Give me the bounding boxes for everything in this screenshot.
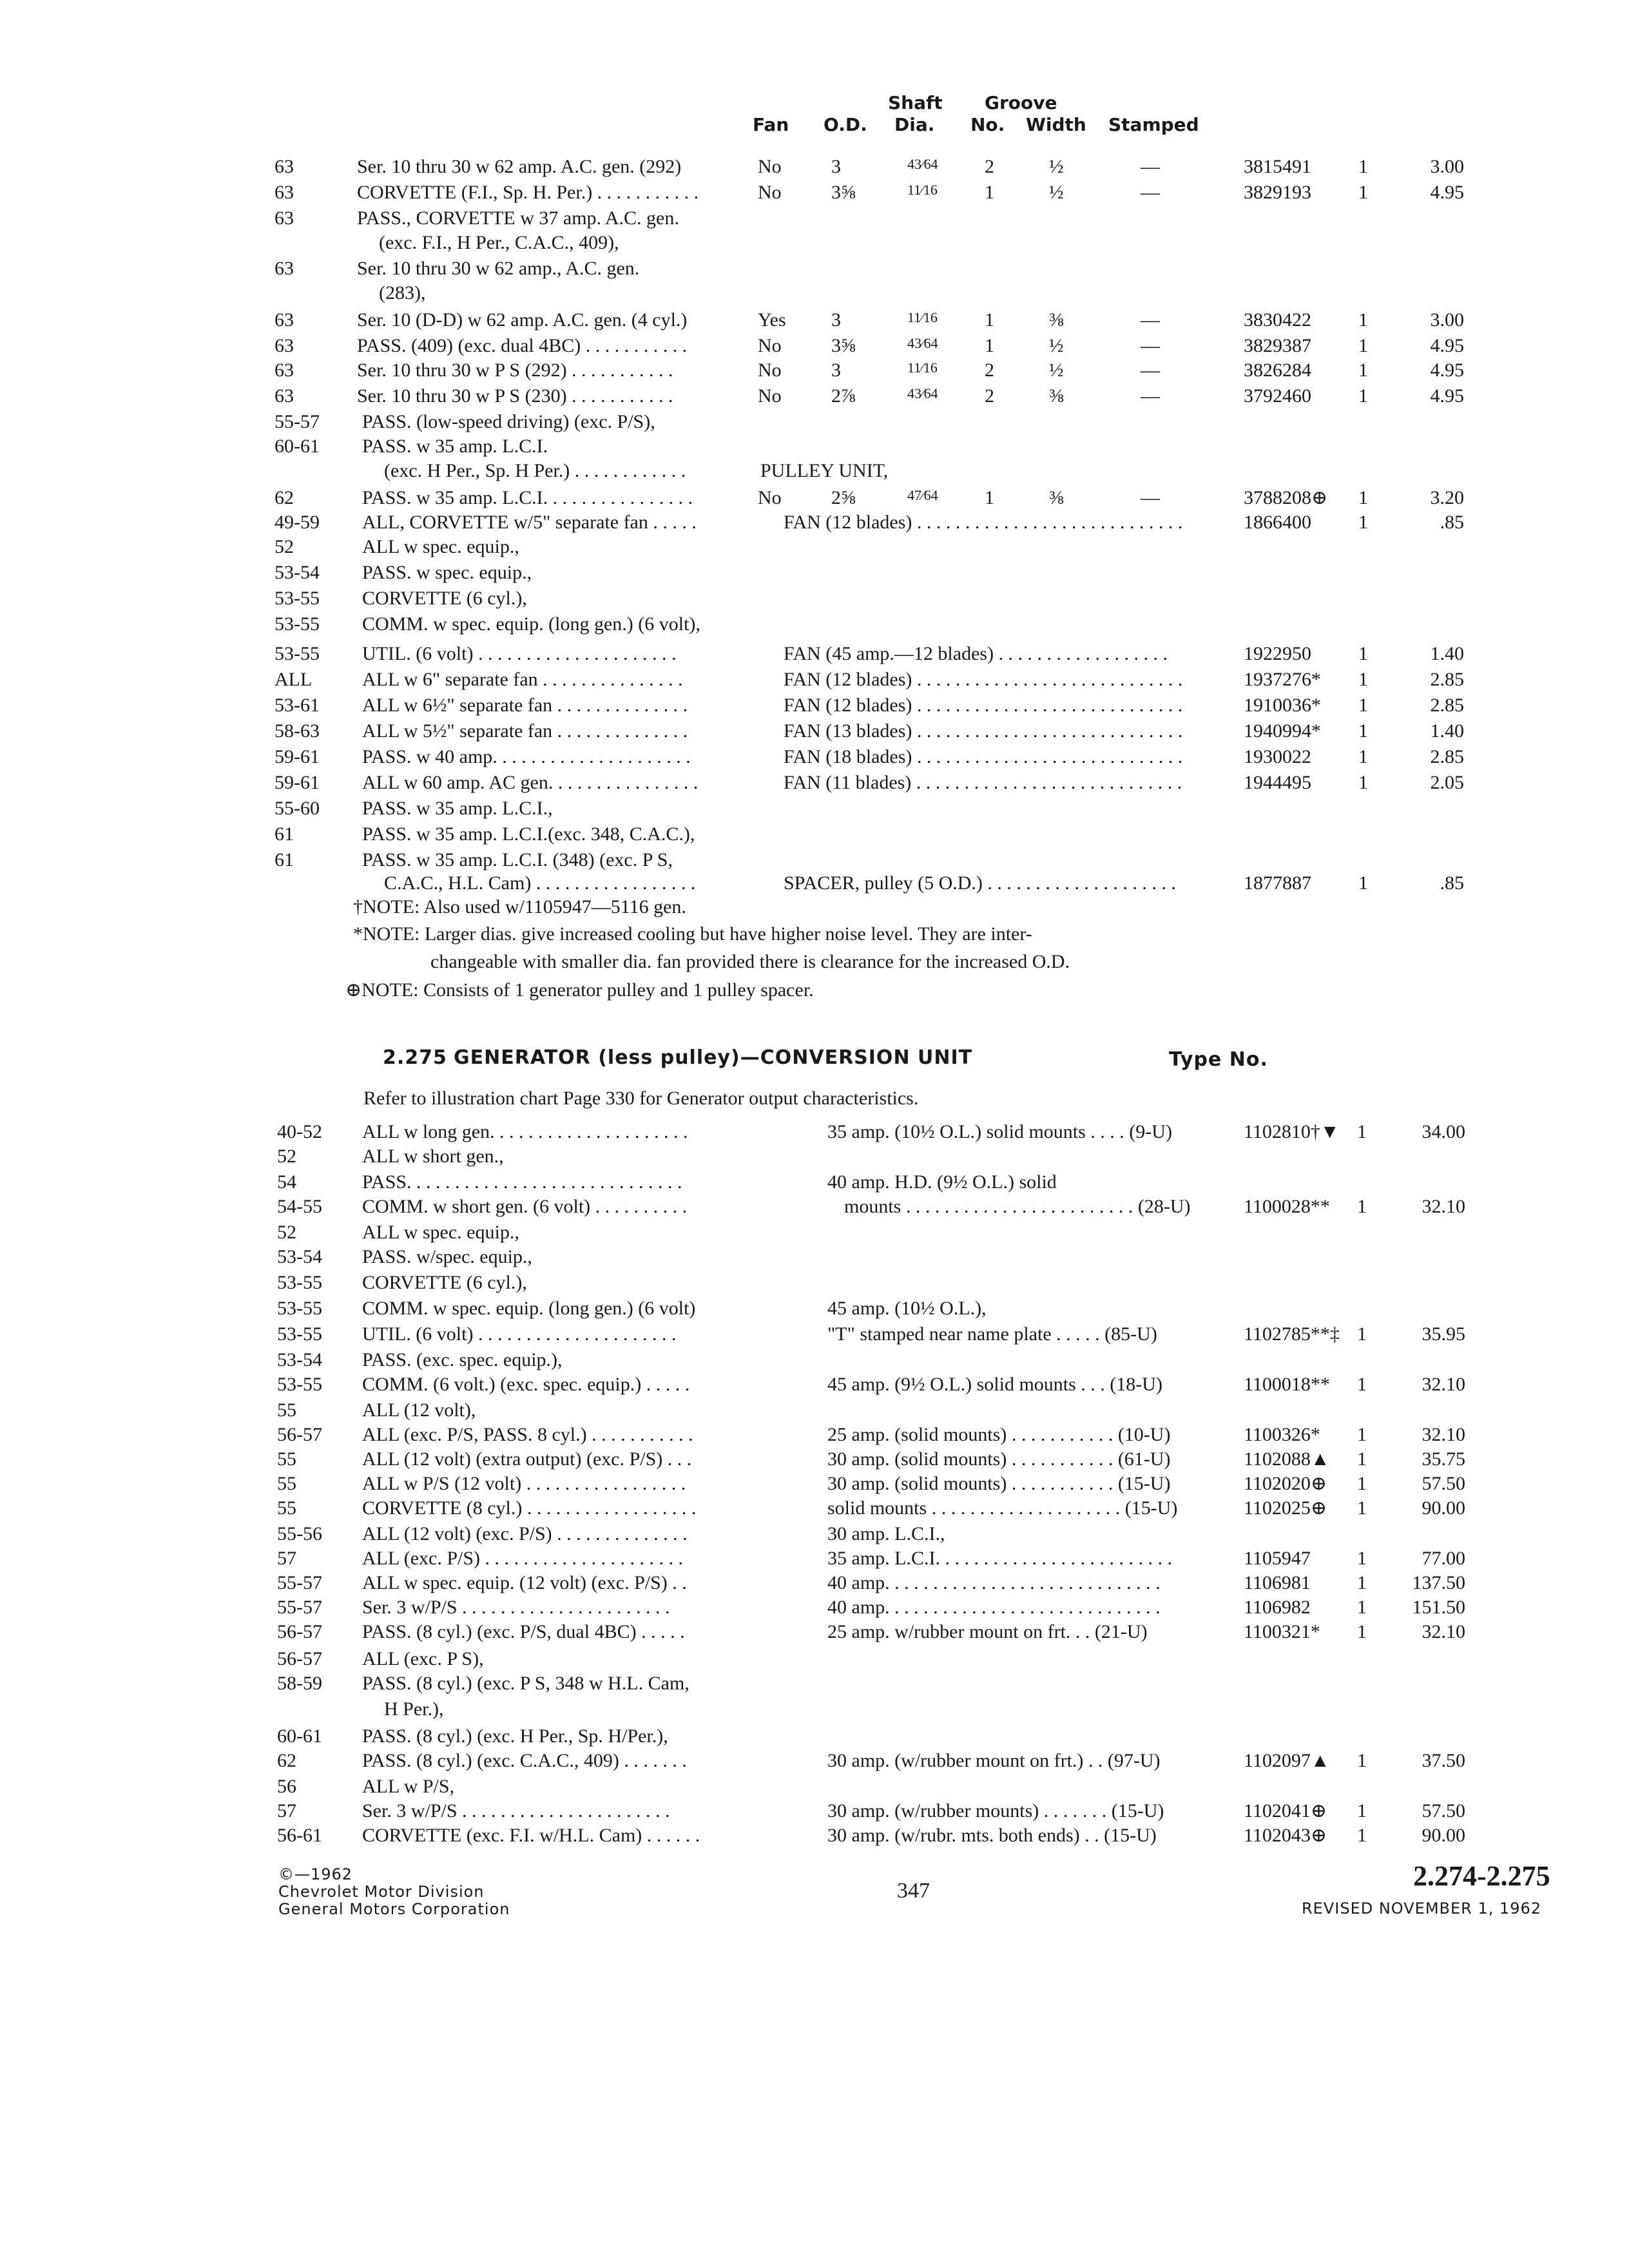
price: 90.00 [1422,1825,1465,1846]
model-year: 55 [277,1473,296,1494]
section-range: 2.274-2.275 [1413,1860,1550,1892]
model-year: ALL [275,669,313,690]
model-year: 57 [277,1548,296,1569]
specification: 25 amp. w/rubber mount on frt. . . (21-U) [827,1621,1148,1642]
part-description: SPACER, pulley (5 O.D.) . . . . . . . . . . . . . . . . . . . . [784,872,1176,894]
specification: 35 amp. (10½ O.L.) solid mounts . . . . (9-U) [827,1121,1172,1142]
part-description: FAN (45 amp.—12 blades) . . . . . . . . . . . . . . . . . . [784,643,1168,664]
application: H Per.), [384,1698,444,1720]
price: 3.00 [1430,156,1464,177]
application: CORVETTE (8 cyl.) . . . . . . . . . . . . . . . . . . [362,1497,697,1519]
part-description: FAN (12 blades) . . . . . . . . . . . . . . . . . . . . . . . . . . . . [784,669,1183,690]
stamped: — [1141,156,1160,177]
quantity: 1 [1358,695,1368,716]
application: ALL w 6" separate fan . . . . . . . . . . . . . . . [362,669,683,690]
shaft-dia: 11⁄16 [907,309,938,325]
model-year: 55-57 [277,1572,322,1593]
part-number: 1102020⊕ [1244,1473,1327,1494]
model-year: 53-55 [277,1272,322,1293]
quantity: 1 [1357,1374,1367,1395]
groove-no: 1 [985,309,994,331]
application: COMM. (6 volt.) (exc. spec. equip.) . . . . . [362,1374,690,1395]
price: 4.95 [1430,182,1464,203]
note-dagger: †NOTE: Also used w/1105947—5116 gen. [353,896,686,918]
part-number: 1877887 [1244,872,1311,894]
application: ALL (exc. P S), [362,1648,484,1669]
model-year: 52 [277,1146,296,1167]
price: 32.10 [1422,1621,1465,1642]
model-year: 55-56 [277,1523,322,1544]
model-year: 58-63 [275,720,320,742]
application: ALL (12 volt) (extra output) (exc. P/S) . . . [362,1448,692,1470]
part-description: FAN (13 blades) . . . . . . . . . . . . . . . . . . . . . . . . . . . . [784,720,1183,742]
refer-note: Refer to illustration chart Page 330 for Generator output characteristics. [363,1088,919,1109]
application: COMM. w spec. equip. (long gen.) (6 volt) [362,1298,696,1319]
groove-no: 1 [985,487,994,508]
stamped: — [1141,487,1160,508]
part-description: FAN (18 blades) . . . . . . . . . . . . . . . . . . . . . . . . . . . . [784,746,1183,767]
specification: 40 amp. H.D. (9½ O.L.) solid [827,1171,1057,1193]
quantity: 1 [1358,156,1368,177]
application: Ser. 10 (D-D) w 62 amp. A.C. gen. (4 cyl.) [357,309,688,331]
model-year: 63 [275,309,294,331]
division: Chevrolet Motor Division [278,1883,485,1901]
price: 2.85 [1430,669,1464,690]
model-year: 52 [277,1222,296,1243]
model-year: 62 [277,1750,296,1771]
fan: No [758,182,782,203]
quantity: 1 [1358,643,1368,664]
price: .85 [1440,512,1464,533]
stamped: — [1141,182,1160,203]
quantity: 1 [1358,669,1368,690]
application: PASS. . . . . . . . . . . . . . . . . . . . . . . . . . . . . [362,1171,682,1193]
application: ALL (exc. P/S) . . . . . . . . . . . . . . . . . . . . . [362,1548,684,1569]
model-year: 62 [275,487,294,508]
quantity: 1 [1358,360,1368,381]
outside-diameter: 3⅝ [831,182,856,203]
groove-width: ½ [1049,360,1064,381]
application: PASS. (409) (exc. dual 4BC) . . . . . . . . . . . [357,335,688,356]
model-year: 53-55 [275,643,320,664]
part-number: 3830422 [1244,309,1311,331]
price: 1.40 [1430,720,1464,742]
price: 2.05 [1430,772,1464,793]
part-number: 1866400 [1244,512,1311,533]
quantity: 1 [1357,1448,1367,1470]
header-dia: Dia. [894,114,935,135]
application: CORVETTE (exc. F.I. w/H.L. Cam) . . . . . . [362,1825,700,1846]
application: PASS. w 35 amp. L.C.I. (348) (exc. P S, [362,849,673,870]
price: 151.50 [1412,1597,1465,1618]
specification: 30 amp. (solid mounts) . . . . . . . . . . . (61-U) [827,1448,1171,1470]
specification: 25 amp. (solid mounts) . . . . . . . . . . . (10-U) [827,1424,1171,1445]
application: PASS. w 35 amp. L.C.I. [362,436,548,457]
part-number: 1944495 [1244,772,1311,793]
price: 32.10 [1422,1374,1465,1395]
specification: 30 amp. (solid mounts) . . . . . . . . . . . (15-U) [827,1473,1171,1494]
specification: 30 amp. L.C.I., [827,1523,945,1544]
application: ALL (exc. P/S, PASS. 8 cyl.) . . . . . . . . . . . [362,1424,693,1445]
model-year: 54-55 [277,1196,322,1217]
application: PASS. (8 cyl.) (exc. C.A.C., 409) . . . . . . . [362,1750,687,1771]
application: UTIL. (6 volt) . . . . . . . . . . . . . . . . . . . . . [362,643,677,664]
price: 57.50 [1422,1473,1465,1494]
quantity: 1 [1357,1621,1367,1642]
model-year: 54 [277,1171,296,1193]
part-number: 1100018** [1244,1374,1330,1395]
application: ALL w 6½" separate fan . . . . . . . . . . . . . . [362,695,688,716]
model-year: 53-55 [277,1374,322,1395]
shaft-dia: 11⁄16 [907,182,938,198]
stamped: — [1141,309,1160,331]
model-year: 55 [277,1497,296,1519]
part-description: FAN (12 blades) . . . . . . . . . . . . . . . . . . . . . . . . . . . . [784,512,1183,533]
model-year: 60-61 [275,436,320,457]
model-year: 59-61 [275,772,320,793]
header-stamped: Stamped [1108,114,1199,135]
fan: No [758,360,782,381]
model-year: 59-61 [275,746,320,767]
header-groove: Groove [985,92,1057,113]
quantity: 1 [1358,385,1368,407]
application: PASS. w 35 amp. L.C.I., [362,798,553,819]
application: (exc. H Per., Sp. H Per.) . . . . . . . . . . . . [384,460,686,481]
groove-no: 2 [985,360,994,381]
shaft-dia: 43⁄64 [907,156,938,172]
price: 137.50 [1412,1572,1465,1593]
application: CORVETTE (6 cyl.), [362,588,527,609]
model-year: 56 [277,1776,296,1797]
application: Ser. 10 thru 30 w P S (230) . . . . . . . . . . . [357,385,673,407]
model-year: 55 [277,1448,296,1470]
part-number: 1102810†▼ [1244,1121,1340,1142]
note-star-cont: changeable with smaller dia. fan provided there is clearance for the increased O.D. [430,951,1070,972]
price: 77.00 [1422,1548,1465,1569]
groove-width: ½ [1049,156,1064,177]
part-number: 1102041⊕ [1244,1800,1327,1821]
application: PASS. w spec. equip., [362,562,532,583]
model-year: 40-52 [277,1121,322,1142]
model-year: 63 [275,360,294,381]
part-number: 1102097▲ [1244,1750,1330,1771]
shaft-dia: 47⁄64 [907,487,938,503]
quantity: 1 [1358,746,1368,767]
quantity: 1 [1357,1196,1367,1217]
quantity: 1 [1357,1497,1367,1519]
model-year: 63 [275,207,294,229]
note-circleplus: ⊕NOTE: Consists of 1 generator pulley and 1 pulley spacer. [345,979,814,1001]
outside-diameter: 3 [831,309,841,331]
application: (exc. F.I., H Per., C.A.C., 409), [379,232,619,253]
groove-width: ½ [1049,335,1064,356]
model-year: 49-59 [275,512,320,533]
specification: "T" stamped near name plate . . . . . (85-U) [827,1323,1157,1345]
application: ALL (12 volt) (exc. P/S) . . . . . . . . . . . . . . [362,1523,688,1544]
model-year: 53-55 [277,1323,322,1345]
groove-width: ½ [1049,182,1064,203]
application: PASS., CORVETTE w 37 amp. A.C. gen. [357,207,679,229]
application: Ser. 10 thru 30 w P S (292) . . . . . . . . . . . [357,360,673,381]
corporation: General Motors Corporation [278,1900,510,1918]
fan: Yes [758,309,786,331]
application: ALL w 5½" separate fan . . . . . . . . . . . . . . [362,720,688,742]
outside-diameter: 2⅝ [831,487,856,508]
price: 37.50 [1422,1750,1465,1771]
groove-width: ⅜ [1049,309,1064,331]
stamped: — [1141,360,1160,381]
application: CORVETTE (F.I., Sp. H. Per.) . . . . . . . . . . . [357,182,699,203]
section-number: 2.275 [383,1046,447,1069]
application: PASS. (low-speed driving) (exc. P/S), [362,411,655,432]
quantity: 1 [1357,1750,1367,1771]
stamped: — [1141,385,1160,407]
part-number: 3829387 [1244,335,1311,356]
application: Ser. 3 w/P/S . . . . . . . . . . . . . . . . . . . . . . [362,1597,670,1618]
part-number: 1910036* [1244,695,1321,716]
price: 2.85 [1430,695,1464,716]
price: 32.10 [1422,1424,1465,1445]
price: 1.40 [1430,643,1464,664]
model-year: 53-54 [277,1349,322,1370]
model-year: 53-54 [277,1246,322,1267]
application: ALL w spec. equip. (12 volt) (exc. P/S) . . [362,1572,687,1593]
model-year: 57 [277,1800,296,1821]
price: 35.75 [1422,1448,1465,1470]
part-number: 1940994* [1244,720,1321,742]
fan: No [758,335,782,356]
part-description: PULLEY UNIT, [760,460,889,481]
price: 35.95 [1422,1323,1465,1345]
quantity: 1 [1357,1597,1367,1618]
application: COMM. w spec. equip. (long gen.) (6 volt), [362,613,700,635]
price: 57.50 [1422,1800,1465,1821]
price: .85 [1440,872,1464,894]
outside-diameter: 3⅝ [831,335,856,356]
specification: 30 amp. (w/rubr. mts. both ends) . . (15-U) [827,1825,1157,1846]
groove-no: 2 [985,156,994,177]
header-od: O.D. [824,114,867,135]
quantity: 1 [1358,872,1368,894]
specification: solid mounts . . . . . . . . . . . . . . . . . . . . (15-U) [827,1497,1178,1519]
part-number: 1102043⊕ [1244,1825,1327,1846]
part-number: 1100321* [1244,1621,1320,1642]
price: 90.00 [1422,1497,1465,1519]
part-number: 1100326* [1244,1424,1320,1445]
header-width: Width [1026,114,1086,135]
specification: 30 amp. (w/rubber mount on frt.) . . (97-U) [827,1750,1161,1771]
fan: No [758,385,782,407]
price: 3.20 [1430,487,1464,508]
copyright: ©—1962 [278,1865,353,1883]
model-year: 56-57 [277,1648,322,1669]
application: ALL w P/S (12 volt) . . . . . . . . . . . . . . . . . [362,1473,686,1494]
model-year: 63 [275,182,294,203]
model-year: 53-54 [275,562,320,583]
part-number: 3815491 [1244,156,1311,177]
quantity: 1 [1358,335,1368,356]
revised-date: REVISED NOVEMBER 1, 1962 [1302,1899,1542,1917]
fan: No [758,487,782,508]
part-number: 1102785**‡ [1244,1323,1340,1345]
application: COMM. w short gen. (6 volt) . . . . . . . . . . [362,1196,688,1217]
model-year: 55-57 [277,1597,322,1618]
specification: 40 amp. . . . . . . . . . . . . . . . . . . . . . . . . . . . . [827,1597,1161,1618]
quantity: 1 [1357,1121,1367,1142]
price: 32.10 [1422,1196,1465,1217]
application: ALL w spec. equip., [362,1222,519,1243]
part-description: FAN (11 blades) . . . . . . . . . . . . . . . . . . . . . . . . . . . . [784,772,1182,793]
groove-width: ⅜ [1049,385,1064,407]
part-number: 1106982 [1244,1597,1311,1618]
model-year: 60-61 [277,1725,322,1747]
part-number: 1930022 [1244,746,1311,767]
application: PASS. (exc. spec. equip.), [362,1349,563,1370]
price: 4.95 [1430,335,1464,356]
quantity: 1 [1357,1800,1367,1821]
part-description: FAN (12 blades) . . . . . . . . . . . . . . . . . . . . . . . . . . . . [784,695,1183,716]
groove-no: 1 [985,182,994,203]
shaft-dia: 43⁄64 [907,385,938,401]
part-number: 3792460 [1244,385,1311,407]
application: PASS. w 35 amp. L.C.I.(exc. 348, C.A.C.), [362,823,695,845]
model-year: 63 [275,385,294,407]
specification: 30 amp. (w/rubber mounts) . . . . . . . (15-U) [827,1800,1164,1821]
application: (283), [379,282,426,303]
price: 4.95 [1430,360,1464,381]
application: PASS. (8 cyl.) (exc. P/S, dual 4BC) . . . . . [362,1621,685,1642]
model-year: 53-55 [277,1298,322,1319]
header-fan: Fan [753,114,789,135]
application: ALL w P/S, [362,1776,455,1797]
application: PASS. w 40 amp. . . . . . . . . . . . . . . . . . . . . [362,746,691,767]
application: ALL w short gen., [362,1146,504,1167]
application: Ser. 10 thru 30 w 62 amp. A.C. gen. (292) [357,156,682,177]
specification: 35 amp. L.C.I. . . . . . . . . . . . . . . . . . . . . . . . . [827,1548,1172,1569]
groove-width: ⅜ [1049,487,1064,508]
application: ALL w long gen. . . . . . . . . . . . . . . . . . . . . [362,1121,688,1142]
quantity: 1 [1358,720,1368,742]
application: ALL w spec. equip., [362,536,519,557]
model-year: 61 [275,849,294,870]
price: 4.95 [1430,385,1464,407]
model-year: 61 [275,823,294,845]
part-number: 1105947 [1244,1548,1311,1569]
part-number: 1102025⊕ [1244,1497,1327,1519]
quantity: 1 [1358,512,1368,533]
model-year: 55-60 [275,798,320,819]
quantity: 1 [1357,1548,1367,1569]
quantity: 1 [1357,1323,1367,1345]
model-year: 63 [275,156,294,177]
part-number: 1937276* [1244,669,1321,690]
specification: mounts . . . . . . . . . . . . . . . . . . . . . . . . (28-U) [844,1196,1191,1217]
price: 34.00 [1422,1121,1465,1142]
part-number: 1102088▲ [1244,1448,1330,1470]
application: Ser. 10 thru 30 w 62 amp., A.C. gen. [357,258,640,279]
part-number: 1106981 [1244,1572,1311,1593]
application: ALL (12 volt), [362,1399,476,1421]
application: Ser. 3 w/P/S . . . . . . . . . . . . . . . . . . . . . . [362,1800,670,1821]
quantity: 1 [1358,772,1368,793]
model-year: 63 [275,335,294,356]
specification: 40 amp. . . . . . . . . . . . . . . . . . . . . . . . . . . . . [827,1572,1161,1593]
groove-no: 1 [985,335,994,356]
model-year: 53-55 [275,613,320,635]
header-shaft: Shaft [888,92,943,113]
application: ALL w 60 amp. AC gen. . . . . . . . . . . . . . . . [362,772,699,793]
application: UTIL. (6 volt) . . . . . . . . . . . . . . . . . . . . . [362,1323,677,1345]
outside-diameter: 3 [831,156,841,177]
model-year: 56-61 [277,1825,322,1846]
quantity: 1 [1357,1473,1367,1494]
model-year: 53-55 [275,588,320,609]
quantity: 1 [1358,309,1368,331]
model-year: 63 [275,258,294,279]
application: PASS. w 35 amp. L.C.I. . . . . . . . . . . . . . . . [362,487,693,508]
part-number: 1922950 [1244,643,1311,664]
specification: 45 amp. (10½ O.L.), [827,1298,987,1319]
part-number: 3788208⊕ [1244,487,1328,508]
application: ALL, CORVETTE w/5" separate fan . . . . . [362,512,697,533]
quantity: 1 [1357,1424,1367,1445]
outside-diameter: 3 [831,360,841,381]
price: 2.85 [1430,746,1464,767]
shaft-dia: 11⁄16 [907,360,938,376]
note-star: *NOTE: Larger dias. give increased cooling but have higher noise level. They are inter- [353,923,1032,945]
model-year: 56-57 [277,1424,322,1445]
application: CORVETTE (6 cyl.), [362,1272,527,1293]
specification: 45 amp. (9½ O.L.) solid mounts . . . (18-U) [827,1374,1162,1395]
type-no-label: Type No. [1169,1048,1268,1071]
model-year: 58-59 [277,1673,322,1694]
quantity: 1 [1357,1825,1367,1846]
fan: No [758,156,782,177]
shaft-dia: 43⁄64 [907,335,938,351]
price: 3.00 [1430,309,1464,331]
part-number: 3826284 [1244,360,1311,381]
application: PASS. (8 cyl.) (exc. H Per., Sp. H/Per.), [362,1725,668,1747]
model-year: 55 [277,1399,296,1421]
part-number: 1100028** [1244,1196,1330,1217]
part-number: 3829193 [1244,182,1311,203]
model-year: 56-57 [277,1621,322,1642]
stamped: — [1141,335,1160,356]
page-number: 347 [897,1879,930,1903]
section-title: GENERATOR (less pulley)—CONVERSION UNIT [454,1046,973,1069]
model-year: 52 [275,536,294,557]
application: PASS. (8 cyl.) (exc. P S, 348 w H.L. Cam, [362,1673,689,1694]
header-no: No. [970,114,1005,135]
application: C.A.C., H.L. Cam) . . . . . . . . . . . . . . . . . [384,872,696,894]
quantity: 1 [1358,182,1368,203]
quantity: 1 [1358,487,1368,508]
model-year: 55-57 [275,411,320,432]
groove-no: 2 [985,385,994,407]
quantity: 1 [1357,1572,1367,1593]
outside-diameter: 2⅞ [831,385,856,407]
model-year: 53-61 [275,695,320,716]
application: PASS. w/spec. equip., [362,1246,532,1267]
